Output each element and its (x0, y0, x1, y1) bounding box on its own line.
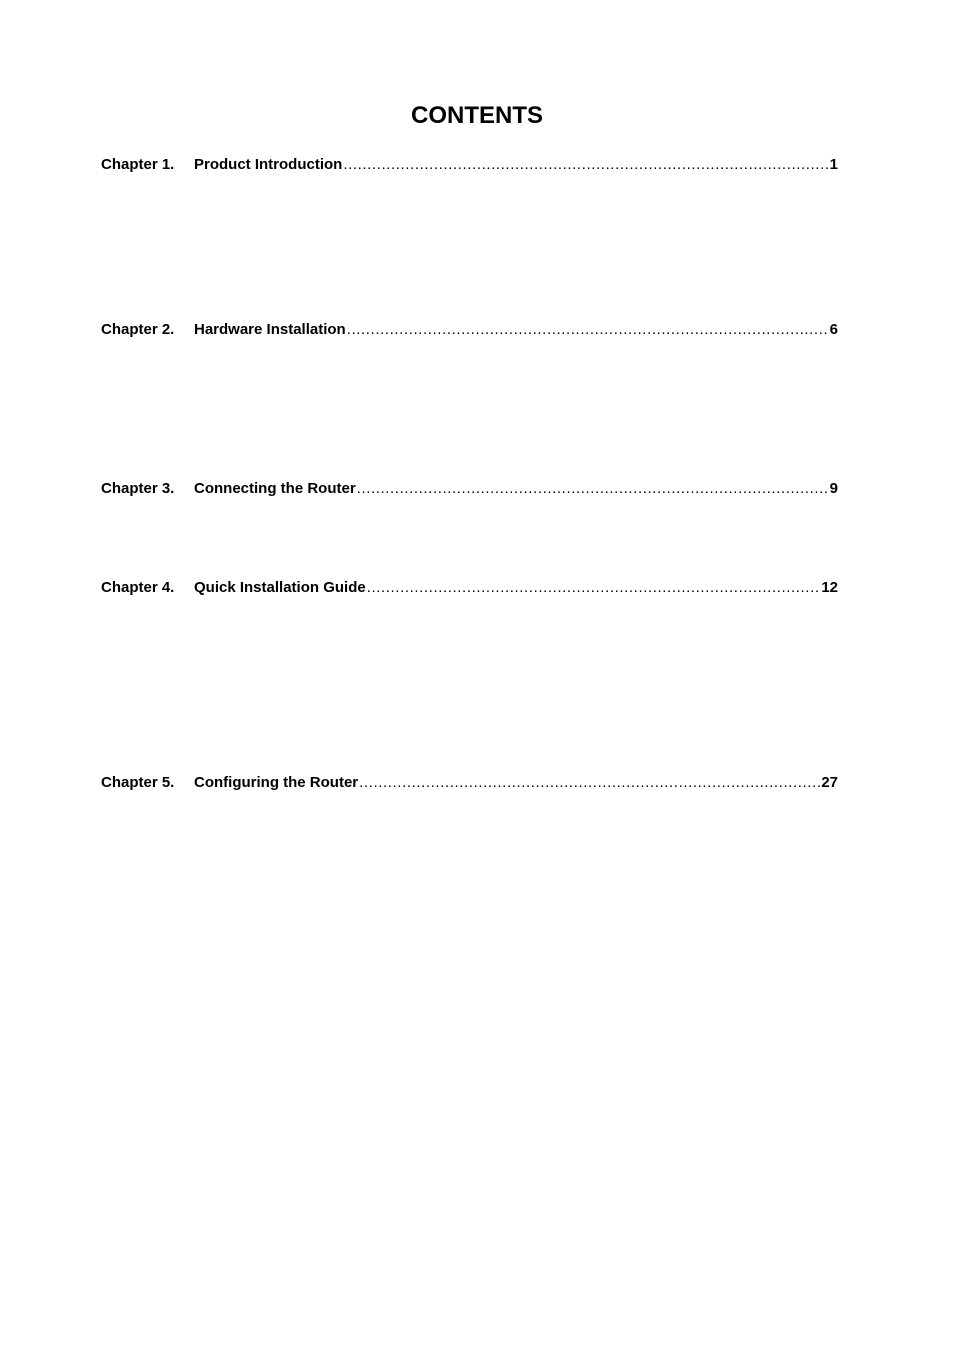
toc-dot-leader (359, 773, 820, 793)
toc-entry-label: Hardware Installation (194, 321, 346, 338)
toc-entry-label: Product Introduction (194, 156, 343, 173)
toc-entry-page: 1 (829, 156, 838, 173)
toc-entry-chapter-4[interactable] (101, 578, 838, 598)
toc-dot-leader (343, 155, 828, 175)
toc-dot-leader (367, 578, 821, 598)
toc-entry-label: Connecting the Router (194, 480, 356, 497)
toc-entry-page: 9 (829, 480, 838, 497)
toc-entry-number: Chapter 2. (101, 321, 175, 338)
toc-dot-leader (347, 320, 829, 340)
toc-entry-number: Chapter 3. (101, 480, 175, 497)
page-title: CONTENTS (411, 102, 543, 129)
toc-entry-chapter-5[interactable] (101, 773, 838, 793)
toc-dot-leader (357, 479, 829, 499)
toc-entry-page: 6 (829, 321, 838, 338)
toc-entry-number: Chapter 1. (101, 156, 175, 173)
toc-entry-chapter-2[interactable] (101, 320, 838, 340)
toc-entry-page: 27 (821, 774, 838, 791)
toc-entry-chapter-3[interactable] (101, 479, 838, 499)
toc-entry-page: 12 (821, 579, 838, 596)
toc-entry-label: Quick Installation Guide (194, 579, 366, 596)
toc-entry-number: Chapter 5. (101, 774, 175, 791)
toc-entry-chapter-1[interactable] (101, 155, 838, 175)
toc-entry-label: Configuring the Router (194, 774, 359, 791)
toc-entry-number: Chapter 4. (101, 579, 175, 596)
